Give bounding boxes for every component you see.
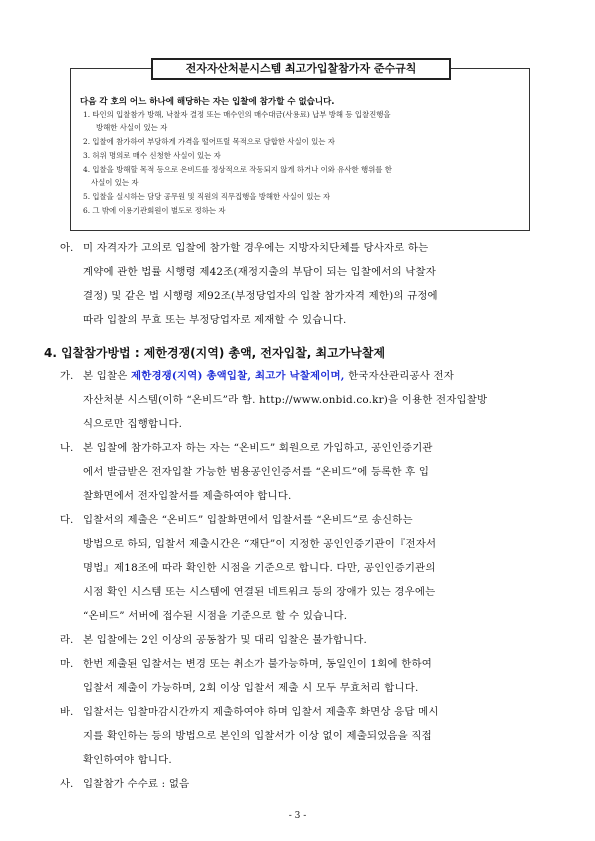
item-ba-line: 지를 확인하는 등의 방법으로 본인의 입찰서가 이상 없이 제출되었음을 직접	[83, 730, 432, 742]
item-sa-marker: 사.	[60, 778, 74, 790]
para-a-marker: 아.	[60, 242, 74, 254]
rule-item: 4. 입찰을 방해할 목적 등으로 온비드를 정상적으로 작동되지 않게 하거나 이와 유사한 행위를 한	[83, 165, 392, 174]
item-ga-line1	[83, 364, 487, 388]
page-number: - 3 -	[288, 811, 307, 821]
item-na-line: 에서 발급받은 전자입찰 가능한 범용공인인증서를 “온비드”에 등록한 후 입	[83, 466, 430, 478]
rule-item: 방해한 사실이 있는 자	[96, 123, 168, 132]
item-sa-line: 입찰참가 수수료 : 없음	[83, 778, 190, 790]
item-na	[83, 436, 433, 508]
item-na-line: 본 입찰에 참가하고자 하는 자는 “온비드” 회원으로 가입하고, 공인인증기관	[83, 442, 433, 454]
item-ga-highlight: 제한경쟁(지역) 총액입찰, 최고가 낙찰제이며,	[130, 370, 345, 382]
item-ba-marker: 바.	[60, 706, 74, 718]
item-ba-line: 입찰서는 입찰마감시간까지 제출하여야 하며 입찰서 제출후 화면상 응답 메시	[83, 706, 439, 718]
item-ga-line3: 식으로만 집행합니다.	[83, 418, 183, 430]
rule-item: 3. 허위 명의로 매수 신청한 사실이 있는 자	[83, 151, 221, 160]
rule-item: 6. 그 밖에 이용기관회원이 별도로 정하는 자	[83, 206, 226, 215]
item-sa	[83, 772, 189, 796]
section-4-heading: 4. 입찰참가방법 : 제한경쟁(지역) 총액, 전자입찰, 최고가낙찰제	[44, 346, 386, 360]
item-ga-line2: 자산처분 시스템(이하 “온비드”라 함. http://www.onbid.co.kr)을 이용한 전자입찰방	[83, 394, 488, 406]
item-ga-line1-pre: 본 입찰은	[83, 370, 131, 382]
item-ma-line: 한번 제출된 입찰서는 변경 또는 취소가 불가능하며, 동일인이 1회에 한하여	[83, 658, 432, 670]
rule-item: 2. 입찰에 참가하여 부당하게 가격을 떨어뜨릴 목적으로 담합한 사실이 있는 자	[83, 137, 335, 146]
item-ba	[83, 700, 439, 772]
item-ba-line: 확인하여야 합니다.	[83, 754, 172, 766]
para-a	[83, 236, 438, 332]
para-a-line: 미 자격자가 고의로 입찰에 참가할 경우에는 지방자치단체를 당사자로 하는	[83, 242, 429, 254]
item-da-line: 입찰서의 제출은 “온비드” 입찰화면에서 입찰서를 “온비드”로 송신하는	[83, 514, 413, 526]
item-na-line: 찰화면에서 전자입찰서를 제출하여야 합니다.	[83, 490, 292, 502]
item-ma	[83, 652, 432, 700]
item-da-line: 방법으로 하되, 입찰서 제출시간은 “재단”이 지정한 공인인증기관이『전자서	[83, 538, 437, 550]
item-da-line: “온비드” 서버에 접수된 시점을 기준으로 할 수 있습니다.	[83, 610, 348, 622]
rules-box-lead: 다음 각 호의 어느 하나에 해당하는 자는 입찰에 참가할 수 없습니다.	[80, 97, 335, 107]
item-da	[83, 508, 436, 628]
item-ra	[83, 628, 367, 652]
rule-item: 사실이 있는 자	[91, 178, 139, 187]
para-a-line: 따라 입찰의 무효 또는 부정당업자로 제재할 수 있습니다.	[83, 314, 347, 326]
rule-item: 1. 타인의 입찰참가 방해, 낙찰자 결정 또는 매수인의 매수대금(사용료) 납부 방해 등 입찰진행을	[83, 110, 391, 119]
item-ga-marker: 가.	[60, 370, 74, 382]
para-a-line: 결정) 및 같은 법 시행령 제92조(부정당업자의 입찰 참가자격 제한)의 규정에	[83, 290, 438, 302]
item-ga	[83, 364, 487, 436]
item-da-marker: 다.	[60, 514, 74, 526]
item-na-marker: 나.	[60, 442, 74, 454]
item-ra-line: 본 입찰에는 2인 이상의 공동참가 및 대리 입찰은 불가합니다.	[83, 634, 368, 646]
item-ga-line1-post: 한국자산관리공사 전자	[344, 370, 454, 382]
item-da-line: 명법』제18조에 따라 확인한 시점을 기준으로 합니다. 다만, 공인인증기관의	[83, 562, 436, 574]
rules-box	[70, 62, 530, 231]
rule-item: 5. 입찰을 실시하는 담당 공무원 및 직원의 직무집행을 방해한 사실이 있는 자	[83, 192, 331, 201]
item-ma-marker: 마.	[60, 658, 74, 670]
rules-box-title: 전자자산처분시스템 최고가입찰참가자 준수규칙	[151, 58, 451, 80]
item-da-line: 시점 확인 시스템 또는 시스템에 연결된 네트워크 등의 장애가 있는 경우에는	[83, 586, 436, 598]
item-ma-line: 입찰서 제출이 가능하며, 2회 이상 입찰서 제출 시 모두 무효처리 합니다.	[83, 682, 419, 694]
item-ra-marker: 라.	[60, 634, 74, 646]
para-a-line: 계약에 관한 법률 시행령 제42조(재정지출의 부담이 되는 입찰에서의 낙찰자	[83, 266, 437, 278]
